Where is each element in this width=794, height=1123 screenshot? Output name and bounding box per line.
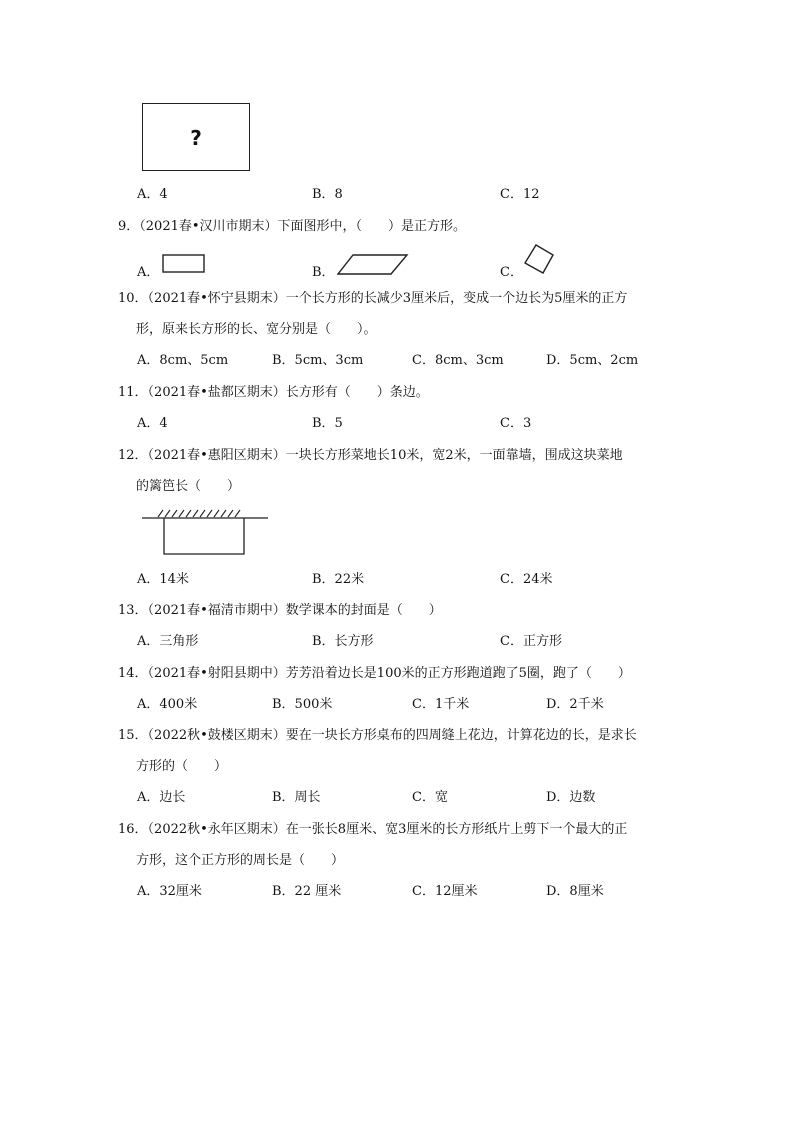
q13-question: 13．（2021春•福清市期中）数学课本的封面是（ ） xyxy=(118,603,442,618)
q15-option-c[interactable]: C．宽 xyxy=(412,790,448,805)
q16-question-line2: 方形，这个正方形的周长是（ ） xyxy=(136,853,345,868)
q10-option-b[interactable]: B．5cm、3cm xyxy=(272,353,364,368)
q8-option-c[interactable]: C．12 xyxy=(500,187,540,202)
q15-option-d[interactable]: D．边数 xyxy=(546,790,596,805)
q13-option-b[interactable]: B．长方形 xyxy=(312,634,374,649)
q12-wall-fence-figure xyxy=(140,507,270,559)
q10-option-c[interactable]: C．8cm、3cm xyxy=(412,353,504,368)
q9-question: 9．（2021春•汉川市期末）下面图形中，（ ）是正方形。 xyxy=(118,219,467,234)
q9-rotated-square-figure xyxy=(522,243,556,277)
q12-option-c[interactable]: C．24米 xyxy=(500,572,553,587)
q16-option-b[interactable]: B．22 厘米 xyxy=(272,884,342,899)
q10-option-d[interactable]: D．5cm、2cm xyxy=(546,353,639,368)
q15-option-b[interactable]: B．周长 xyxy=(272,790,321,805)
q16-option-c[interactable]: C．12厘米 xyxy=(412,884,478,899)
q8-option-a[interactable]: A．4 xyxy=(137,187,168,202)
q14-option-a[interactable]: A．400米 xyxy=(137,697,198,712)
q12-question-line2: 的篱笆长（ ） xyxy=(136,479,241,494)
q11-option-c[interactable]: C．3 xyxy=(500,416,532,431)
q14-option-d[interactable]: D．2千米 xyxy=(546,697,604,712)
q14-option-b[interactable]: B．500米 xyxy=(272,697,333,712)
q16-option-d[interactable]: D．8厘米 xyxy=(546,884,604,899)
q10-question-line1: 10．（2021春•怀宁县期末）一个长方形的长减少3厘米后，变成一个边长为5厘米的正方 xyxy=(118,291,628,306)
q14-option-c[interactable]: C．1千米 xyxy=(412,697,470,712)
q15-question-line2: 方形的（ ） xyxy=(136,759,228,774)
q11-option-b[interactable]: B．5 xyxy=(312,416,343,431)
q11-option-a[interactable]: A．4 xyxy=(137,416,168,431)
q13-option-a[interactable]: A．三角形 xyxy=(137,634,199,649)
q9-parallelogram-figure xyxy=(337,254,409,276)
q9-rectangle-figure xyxy=(162,254,206,274)
q9-option-c[interactable]: C． xyxy=(500,265,523,280)
q12-option-b[interactable]: B．22米 xyxy=(312,572,365,587)
q8-option-b[interactable]: B．8 xyxy=(312,187,343,202)
q9-option-b[interactable]: B． xyxy=(312,265,335,280)
q9-option-a[interactable]: A． xyxy=(137,265,160,280)
q11-question: 11．（2021春•盐都区期末）长方形有（ ）条边。 xyxy=(118,385,429,400)
q16-option-a[interactable]: A．32厘米 xyxy=(137,884,202,899)
q13-option-c[interactable]: C．正方形 xyxy=(500,634,562,649)
q14-question: 14．（2021春•射阳县期中）芳芳沿着边长是100米的正方形跑道跑了5圈，跑了（ ） xyxy=(118,666,631,681)
q8-question-mark: ? xyxy=(190,126,202,150)
q10-option-a[interactable]: A．8cm、5cm xyxy=(137,353,229,368)
q15-option-a[interactable]: A．边长 xyxy=(137,790,186,805)
q16-question-line1: 16．（2022秋•永年区期末）在一张长8厘米、宽3厘米的长方形纸片上剪下一个最大的正 xyxy=(118,822,628,837)
q10-question-line2: 形，原来长方形的长、宽分别是（ ）。 xyxy=(136,322,377,337)
q8-figure-rectangle xyxy=(142,103,250,171)
q12-question-line1: 12．（2021春•惠阳区期末）一块长方形菜地长10米，宽2米，一面靠墙，围成这块菜地 xyxy=(118,448,623,463)
q15-question-line1: 15．（2022秋•鼓楼区期末）要在一块长方形桌布的四周缝上花边，计算花边的长，是求长 xyxy=(118,728,637,743)
q12-option-a[interactable]: A．14米 xyxy=(137,572,189,587)
